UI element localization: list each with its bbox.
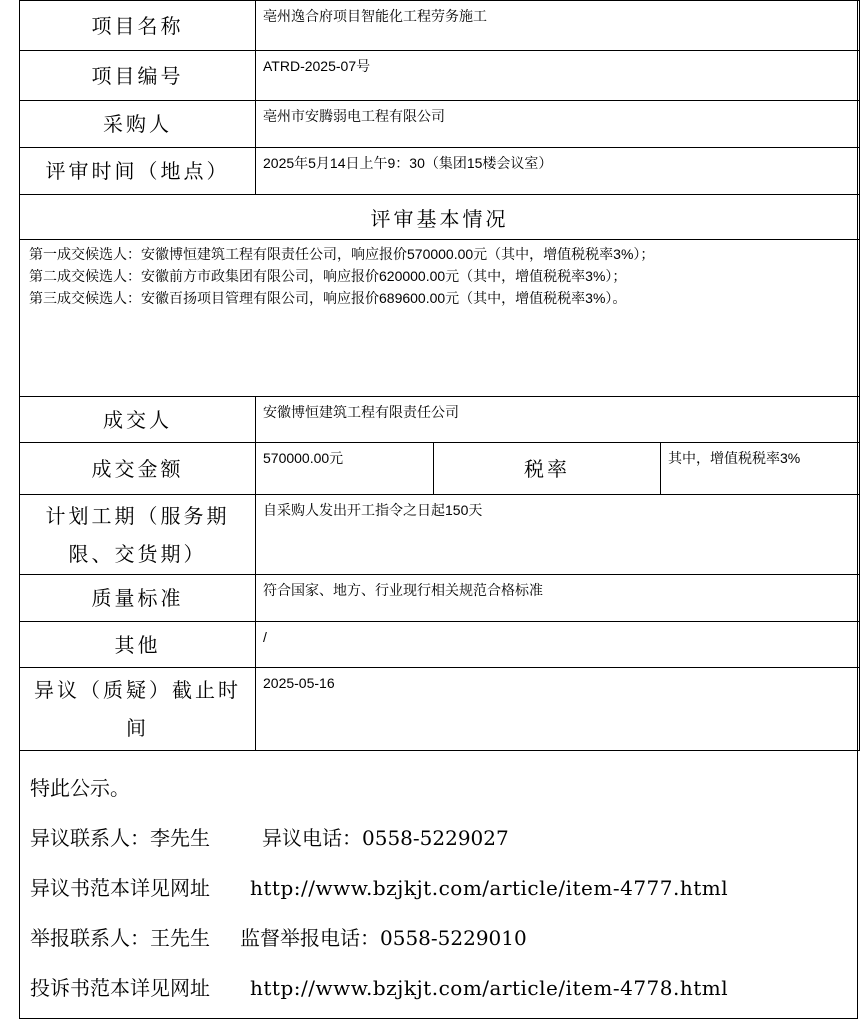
deadline-label (20, 668, 256, 751)
row-candidates (20, 240, 860, 397)
winner-value: 安徽博恒建筑工程有限责任公司 (256, 397, 860, 443)
candidates-cell (20, 240, 860, 397)
tax-value: 其中，增值税税率3% (661, 443, 860, 495)
project-no-label: 项目编号 (20, 51, 256, 101)
tax-label: 税率 (434, 443, 661, 495)
project-no-value: ATRD-2025-07号 (256, 51, 860, 101)
objection-phone: 异议电话：0558-5229027 (262, 826, 509, 850)
complaint-url-label: 投诉书范本详见网址 (30, 976, 210, 1000)
objection-contact: 异议联系人：李先生 (30, 826, 210, 850)
deadline-label-line2: 间 (126, 716, 149, 740)
notice-text: 特此公示。 (30, 776, 130, 800)
purchaser-value: 亳州市安腾弱电工程有限公司 (256, 101, 860, 148)
candidate-3: 第三成交候选人：安徽百扬项目管理有限公司，响应报价689600.00元（其中，增值税税率3%）。 (29, 290, 627, 306)
row-schedule (20, 495, 860, 575)
row-deadline (20, 668, 860, 751)
review-time-label: 评审时间（地点） (20, 148, 256, 195)
objection-contact-line (30, 816, 850, 866)
row-review-time (20, 148, 860, 195)
complaint-url-line (30, 966, 850, 1016)
review-time-value: 2025年5月14日上午9：30（集团15楼会议室） (256, 148, 860, 195)
schedule-label (20, 495, 256, 575)
complaint-url-link[interactable]: http://www.bzjkjt.com/article/item-4778.html (250, 976, 729, 1000)
other-value: / (256, 622, 860, 668)
row-other (20, 622, 860, 668)
candidate-1: 第一成交候选人：安徽博恒建筑工程有限责任公司，响应报价570000.00元（其中，增值税税率3%）； (29, 246, 655, 262)
objection-url-link[interactable]: http://www.bzjkjt.com/article/item-4777.html (250, 876, 729, 900)
row-review-section (20, 195, 860, 240)
quality-value: 符合国家、地方、行业现行相关规范合格标准 (256, 575, 860, 622)
schedule-label-line1: 计划工期（服务期 (45, 503, 230, 528)
objection-url-label: 异议书范本详见网址 (30, 876, 210, 900)
review-section-title: 评审基本情况 (20, 195, 860, 240)
quality-label: 质量标准 (20, 575, 256, 622)
report-phone: 监督举报电话：0558-5229010 (240, 926, 527, 950)
objection-url-line (30, 866, 850, 916)
amount-label: 成交金额 (20, 443, 256, 495)
amount-value: 570000.00元 (256, 443, 434, 495)
row-purchaser (20, 101, 860, 148)
deadline-value: 2025-05-16 (256, 668, 860, 751)
project-name-value: 亳州逸合府项目智能化工程劳务施工 (256, 1, 860, 51)
schedule-label-line2: 限、交货期） (68, 541, 207, 566)
announcement-footer (30, 766, 850, 1016)
deadline-label-line1: 异议（质疑）截止时 (34, 678, 241, 702)
row-project-no (20, 51, 860, 101)
report-contact-line (30, 916, 850, 966)
project-name-label: 项目名称 (20, 1, 256, 51)
candidate-2: 第二成交候选人：安徽前方市政集团有限公司，响应报价620000.00元（其中，增值税税率3%）； (29, 268, 627, 284)
report-contact: 举报联系人：王先生 (30, 926, 210, 950)
row-project-name (20, 1, 860, 51)
row-amount (20, 443, 860, 495)
row-quality (20, 575, 860, 622)
schedule-value: 自采购人发出开工指令之日起150天 (256, 495, 860, 575)
winner-label: 成交人 (20, 397, 256, 443)
row-winner (20, 397, 860, 443)
result-table (19, 0, 860, 751)
notice-line (30, 766, 850, 816)
other-label: 其他 (20, 622, 256, 668)
purchaser-label: 采购人 (20, 101, 256, 148)
